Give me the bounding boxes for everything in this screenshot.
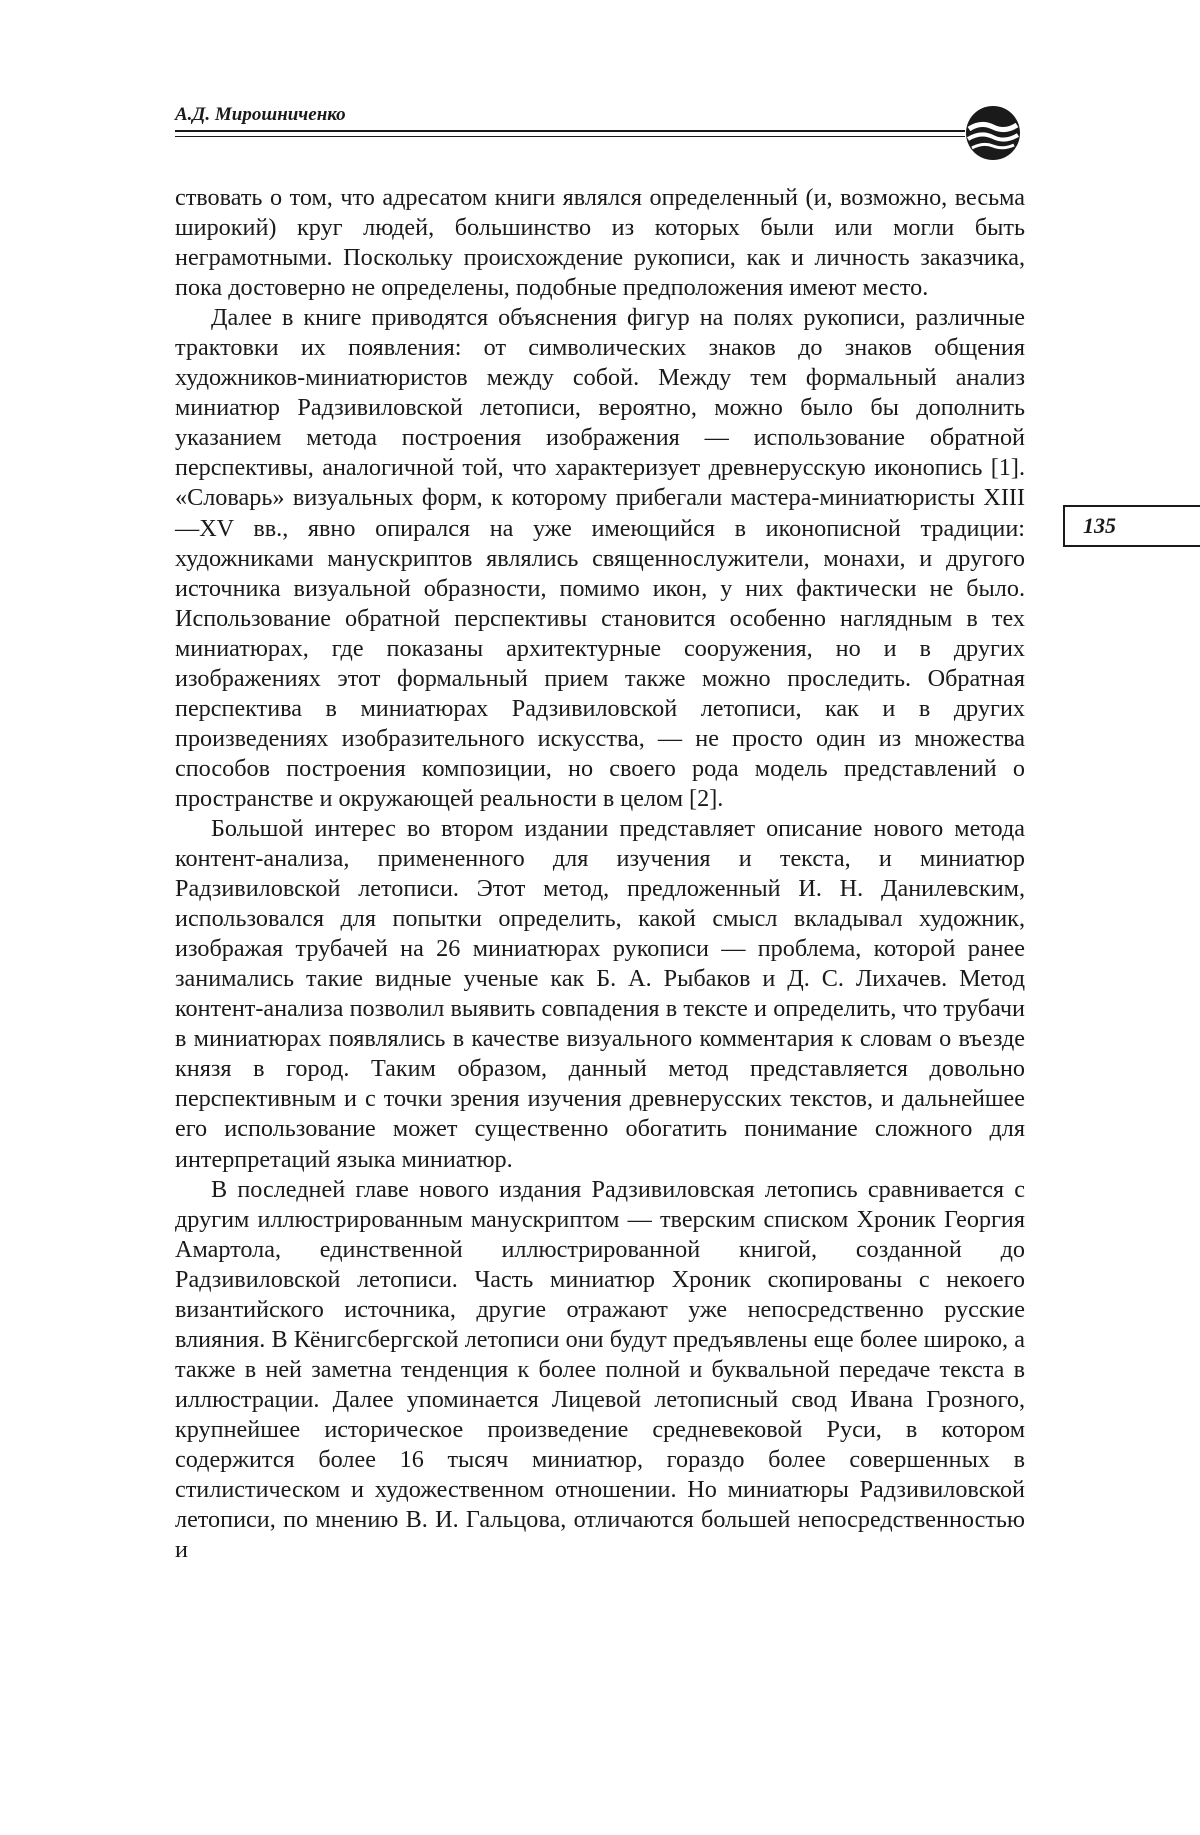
paragraph: В последней главе нового издания Радзивиловская летопись сравнивается с другим иллюстрированным манускриптом — тверским списком Хроник Георгия Амартола, единственной иллюстрированной книгой, созданной до Радзивиловской летописи. Часть миниатюр Хроник скопированы с некоего византийского источника, другие отражают уже непосредственно русские влияния. В Кёнигсбергской летописи они будут предъявлены еще более широко, а также в ней заметна тенденция к более полной и буквальной передаче текста в иллюстрации. Далее упоминается Лицевой летописный свод Ивана Грозного, крупнейшее историческое произведение средневековой Руси, в котором содержится более 16 тысяч миниатюр, гораздо более совершенных в стилистическом и художественном отношении. Но миниатюры Радзивиловской летописи, по мнению В. И. Гальцова, отличаются большей непосредственностью и bbox=[175, 1175, 1025, 1564]
running-head-author: А.Д. Мирошниченко bbox=[175, 104, 346, 125]
article-body bbox=[175, 183, 1025, 1565]
paragraph: Далее в книге приводятся объяснения фигур на полях рукописи, различные трактовки их появления: от символических знаков до знаков общения художников-миниатюристов между собой. Между тем формальный анализ миниатюр Радзивиловской летописи, вероятно, можно было бы дополнить указанием метода построения изображения — использование обратной перспективы, аналогичной той, что характеризует древнерусскую иконопись [1]. «Словарь» визуальных форм, к которому прибегали мастера-миниатюристы XIII—XV вв., явно опирался на уже имеющийся в иконописной традиции: художниками манускриптов являлись священнослужители, монахи, и другого источника визуальной образности, помимо икон, у них фактически не было. Использование обратной перспективы становится особенно наглядным в тех миниатюрах, где показаны архитектурные сооружения, но и в других изображениях этот формальный прием также можно проследить. Обратная перспектива в миниатюрах Радзивиловской летописи, как и в других произведениях изобразительного искусства, — не просто один из множества способов построения композиции, но своего рода модель представлений о пространстве и окружающей реальности в целом [2]. bbox=[175, 304, 1025, 812]
wave-globe-icon bbox=[963, 103, 1023, 163]
page-number-tab bbox=[1063, 505, 1200, 547]
paragraph: ствовать о том, что адресатом книги являлся определенный (и, возможно, весьма широкий) круг людей, большинство из которых были или могли быть неграмотными. Поскольку происхождение рукописи, как и личность заказчика, пока достоверно не определены, подобные предположения имеют место. bbox=[175, 184, 1025, 302]
header-rule-top bbox=[175, 130, 965, 132]
paragraph: Большой интерес во втором издании представляет описание нового метода контент-анализа, примененного для изучения и текста, и миниатюр Радзивиловской летописи. Этот метод, предложенный И. Н. Данилевским, использовался для попытки определить, какой смысл вкладывал художник, изображая трубачей на 26 миниатюрах рукописи — проблема, которой ранее занимались такие видные ученые как Б. А. Рыбаков и Д. С. Лихачев. Метод контент-анализа позволил выявить совпадения в тексте и определить, что трубачи в миниатюрах появлялись в качестве визуального комментария к словам о въезде князя в город. Таким образом, данный метод представляется довольно перспективным и с точки зрения изучения древнерусских текстов, и дальнейшее его использование может существенно обогатить понимание сложного для интерпретаций языка миниатюр. bbox=[175, 814, 1025, 1173]
header-rule-bottom bbox=[175, 136, 965, 137]
page-number: 135 bbox=[1083, 513, 1116, 538]
